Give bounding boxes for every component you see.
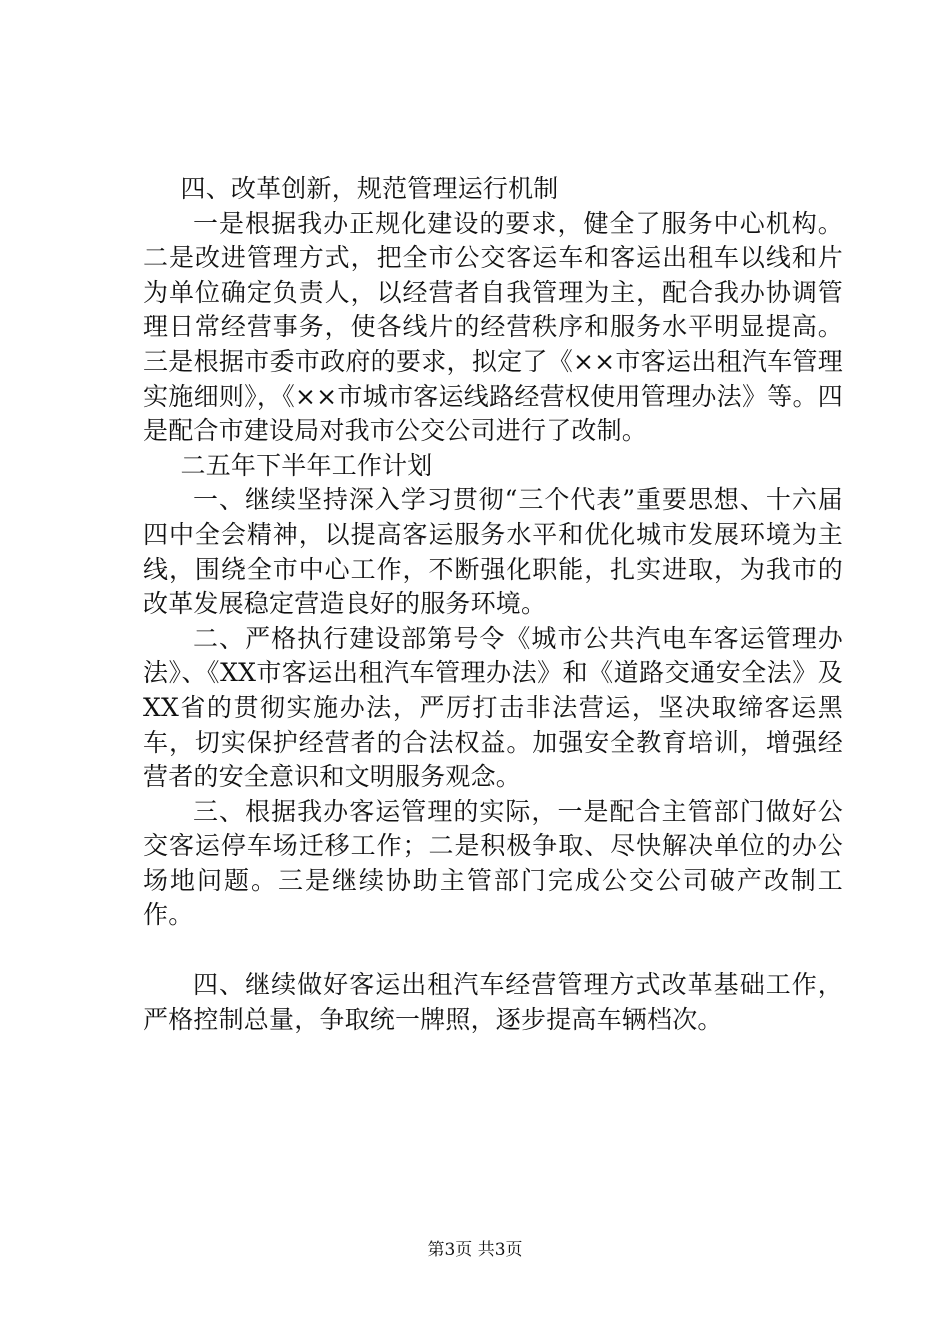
paragraph-plan-item-4: 四、继续做好客运出租汽车经营管理方式改革基础工作，严格控制总量，争取统一牌照，逐步提高车辆档次。 <box>143 970 843 1034</box>
paragraph-plan-item-2: 二、严格执行建设部第号令《城市公共汽电车客运管理办法》、《XX市客运出租汽车管理办法》和《道路交通安全法》及XX省的贯彻实施办法，严厉打击非法营运，坚决取缔客运黑车，切实保护经营者的合法权益。加强安全教育培训，增强经营者的安全意识和文明服务观念。 <box>143 623 843 792</box>
section-heading-work-plan: 二五年下半年工作计划 <box>180 450 433 480</box>
paragraph-plan-item-3: 三、根据我办客运管理的实际，一是配合主管部门做好公交客运停车场迁移工作；二是积极争取、尽快解决单位的办公场地问题。三是继续协助主管部门完成公交公司破产改制工作。 <box>143 796 843 930</box>
paragraph-reform-details: 一是根据我办正规化建设的要求，健全了服务中心机构。二是改进管理方式，把全市公交客运车和客运出租车以线和片为单位确定负责人，以经营者自我管理为主，配合我办协调管理日常经营事务，使各线片的经营秩序和服务水平明显提高。三是根据市委市政府的要求，拟定了《××市客运出租汽车管理实施细则》，《××市城市客运线路经营权使用管理办法》等。四是配合市建设局对我市公交公司进行了改制。 <box>143 208 843 446</box>
page-footer <box>0 1239 950 1261</box>
paragraph-plan-item-1: 一、继续坚持深入学习贯彻“三个代表”重要思想、十六届四中全会精神，以提高客运服务水平和优化城市发展环境为主线，围绕全市中心工作，不断强化职能，扎实进取，为我市的改革发展稳定营造良好的服务环境。 <box>143 485 843 619</box>
page-number-label: 第3页 共3页 <box>427 1240 523 1260</box>
document-body <box>143 172 843 1037</box>
section-heading-reform: 四、改革创新，规范管理运行机制 <box>180 174 559 203</box>
